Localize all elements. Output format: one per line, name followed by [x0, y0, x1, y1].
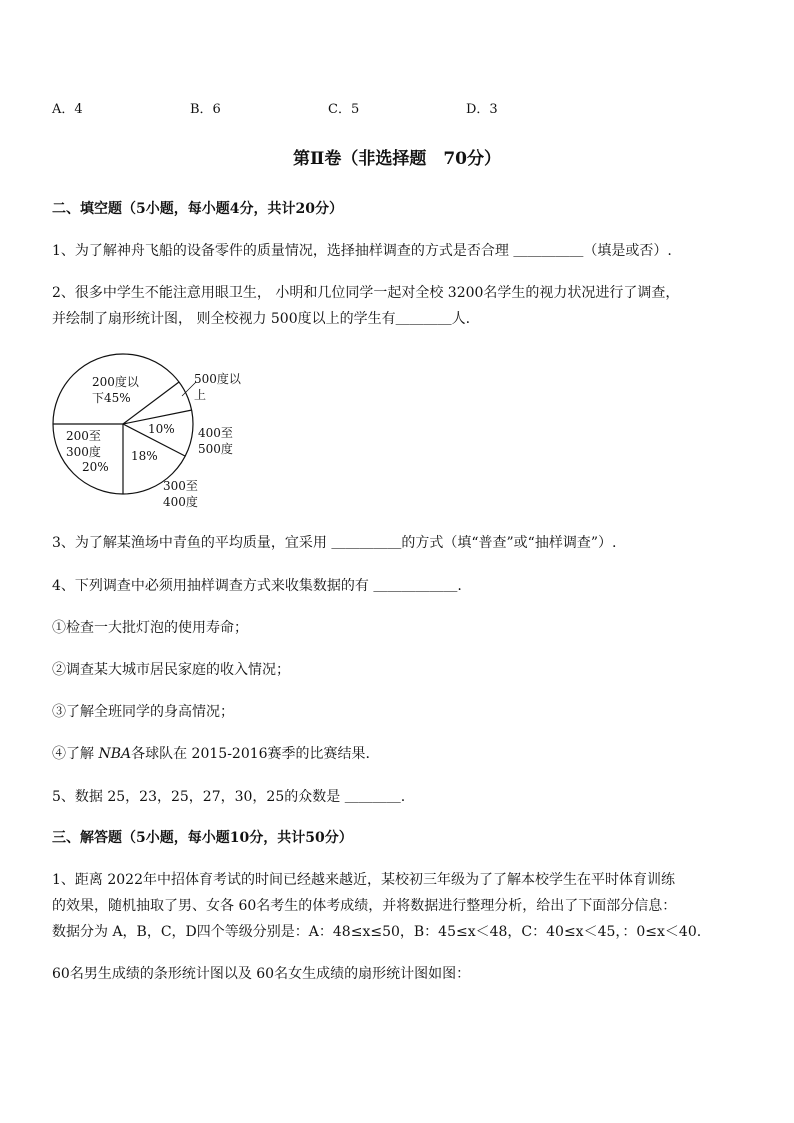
option-a: A．4 — [52, 102, 83, 117]
question-2-5: 5、数据 25，23，25，27，30，25的众数是 ＿＿＿＿. — [52, 789, 406, 805]
question-2-3: 3、为了解某渔场中青鱼的平均质量，宜采用 ＿＿＿＿＿的方式（填“普查”或“抽样调查”）. — [52, 535, 617, 551]
option-d: D．3 — [466, 102, 498, 117]
pie-label-200-below-a: 200度以 — [92, 375, 139, 389]
option-c: C．5 — [328, 102, 360, 117]
option-b: B．6 — [190, 102, 221, 117]
item4-prefix: ④了解 — [52, 746, 99, 762]
pie-label-10-percent: 10% — [148, 422, 175, 436]
section-heading-fill-blank: 二、填空题（5小题，每小题4分，共计20分） — [52, 201, 343, 217]
section-heading-answer: 三、解答题（5小题，每小题10分，共计50分） — [52, 830, 353, 846]
item4-variable: NBA — [98, 746, 132, 762]
question-3-1-line1: 1、距离 2022年中招体育考试的时间已经越来越近，某校初三年级为了了解本校学生在平时体育训练 — [52, 872, 675, 888]
question-2-2-line1: 2、很多中学生不能注意用眼卫生， 小明和几位同学一起对全校 3200名学生的视力状况进行了调查， — [52, 285, 680, 301]
item4-suffix: 各球队在 2015-2016赛季的比赛结果. — [131, 746, 370, 762]
pie-label-200-below-b: 下45% — [92, 391, 131, 405]
question-2-4-item2: ②调查某大城市居民家庭的收入情况； — [52, 662, 290, 678]
question-3-1-line2: 的效果，随机抽取了男、女各 60名考生的体考成绩，并将数据进行整理分析，给出了下面部分信息： — [52, 898, 677, 914]
question-3-1-line3: 数据分为 A，B，C，D四个等级分别是：A：48≤x≤50，B：45≤x＜48，C：40≤x＜45，：0≤x＜40. — [52, 924, 702, 940]
pie-label-20-percent: 20% — [82, 460, 109, 474]
question-2-4-item1: ①检查一大批灯泡的使用寿命； — [52, 620, 248, 636]
pie-label-300-400-b: 400度 — [163, 495, 198, 509]
pie-chart — [48, 336, 268, 516]
question-2-4-item3: ③了解全班同学的身高情况； — [52, 704, 234, 720]
pie-label-400-500-a: 400至 — [198, 426, 233, 440]
pie-label-300-400-a: 300至 — [163, 479, 198, 493]
question-2-4-item4 — [52, 744, 370, 764]
pie-label-500-above-a: 500度以 — [194, 372, 241, 386]
pie-label-18-percent: 18% — [131, 449, 158, 463]
question-2-2-line2: 并绘制了扇形统计图， 则全校视力 500度以上的学生有＿＿＿＿人. — [52, 311, 471, 327]
question-2-4: 4、下列调查中必须用抽样调查方式来收集数据的有 ＿＿＿＿＿＿. — [52, 578, 462, 594]
question-2-1: 1、为了解神舟飞船的设备零件的质量情况，选择抽样调查的方式是否合理 ＿＿＿＿＿（填是或否）. — [52, 243, 672, 259]
pie-chart-figure — [48, 336, 268, 516]
pie-label-200-300-b: 300度 — [66, 445, 101, 459]
pie-label-400-500-b: 500度 — [198, 442, 233, 456]
part-title: 第Ⅱ卷（非选择题 70分） — [293, 149, 501, 169]
question-3-1-line4: 60名男生成绩的条形统计图以及 60名女生成绩的扇形统计图如图： — [52, 966, 471, 982]
pie-label-500-above-b: 上 — [194, 388, 207, 402]
pie-label-200-300-a: 200至 — [66, 429, 101, 443]
